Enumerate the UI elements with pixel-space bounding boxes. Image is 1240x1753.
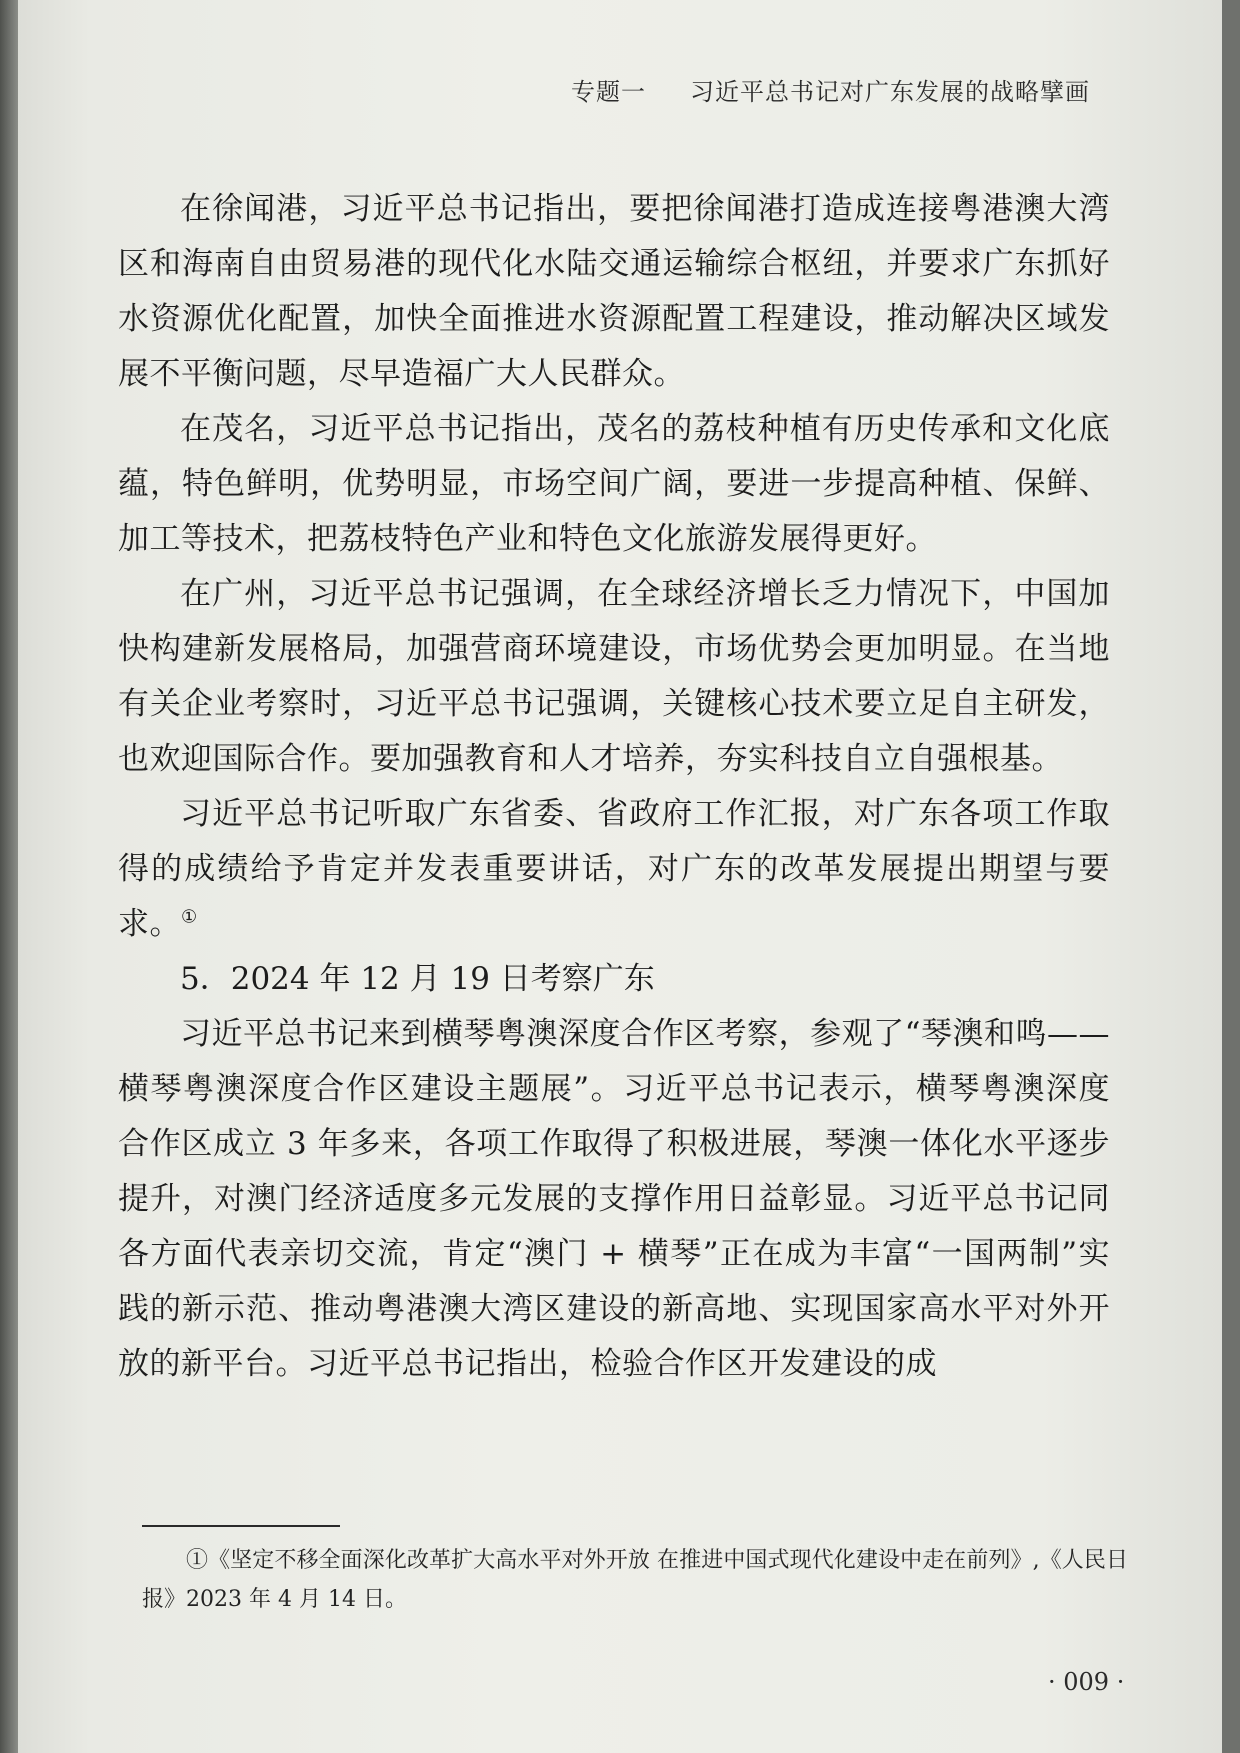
body-text	[118, 182, 1110, 1392]
paragraph-hengqin: 习近平总书记来到横琴粤澳深度合作区考察，参观了“琴澳和鸣——横琴粤澳深度合作区建设主题展”。习近平总书记表示，横琴粤澳深度合作区成立 3 年多来，各项工作取得了积极进展，琴澳一体化水平逐步提升，对澳门经济适度多元发展的支撑作用日益彰显。习近平总书记同各方面代表亲切交流，肯定“澳门 + 横琴”正在成为丰富“一国两制”实践的新示范、推动粤港澳大湾区建设的新高地、实现国家高水平对外开放的新平台。习近平总书记指出，检验合作区开发建设的成	[118, 1016, 1110, 1382]
header-section: 专题一	[571, 78, 646, 106]
paragraph-guangzhou: 在广州，习近平总书记强调，在全球经济增长乏力情况下，中国加快构建新发展格局，加强营商环境建设，市场优势会更加明显。在当地有关企业考察时，习近平总书记强调，关键核心技术要立足自主研发，也欢迎国际合作。要加强教育和人才培养，夯实科技自立自强根基。	[118, 576, 1110, 777]
paragraph-work-report	[118, 787, 1110, 952]
page-number: · 009 ·	[1048, 1668, 1125, 1696]
paragraph-maoming: 在茂名，习近平总书记指出，茂名的荔枝种植有历史传承和文化底蕴，特色鲜明，优势明显，市场空间广阔，要进一步提高种植、保鲜、加工等技术，把荔枝特色产业和特色文化旅游发展得更好。	[118, 411, 1110, 557]
footnote: ①《坚定不移全面深化改革扩大高水平对外开放 在推进中国式现代化建设中走在前列》,《人民日报》2023 年 4 月 14 日。	[142, 1548, 1128, 1612]
paragraph-work-report-text: 习近平总书记听取广东省委、省政府工作汇报，对广东各项工作取得的成绩给予肯定并发表重要讲话，对广东的改革发展提出期望与要求。	[118, 796, 1110, 942]
running-header	[571, 72, 1090, 107]
book-gutter-shadow	[0, 0, 18, 1753]
section-heading-2024: 5．2024 年 12 月 19 日考察广东	[180, 961, 655, 997]
paragraph-xuwen-port: 在徐闻港，习近平总书记指出，要把徐闻港打造成连接粤港澳大湾区和海南自由贸易港的现代化水陆交通运输综合枢纽，并要求广东抓好水资源优化配置，加快全面推进水资源配置工程建设，推动解决区域发展不平衡问题，尽早造福广大人民群众。	[118, 191, 1110, 392]
book-page	[18, 0, 1222, 1753]
footnote-divider	[142, 1525, 340, 1527]
header-title: 习近平总书记对广东发展的战略擘画	[690, 78, 1090, 106]
footnote-reference: ①	[181, 906, 198, 928]
